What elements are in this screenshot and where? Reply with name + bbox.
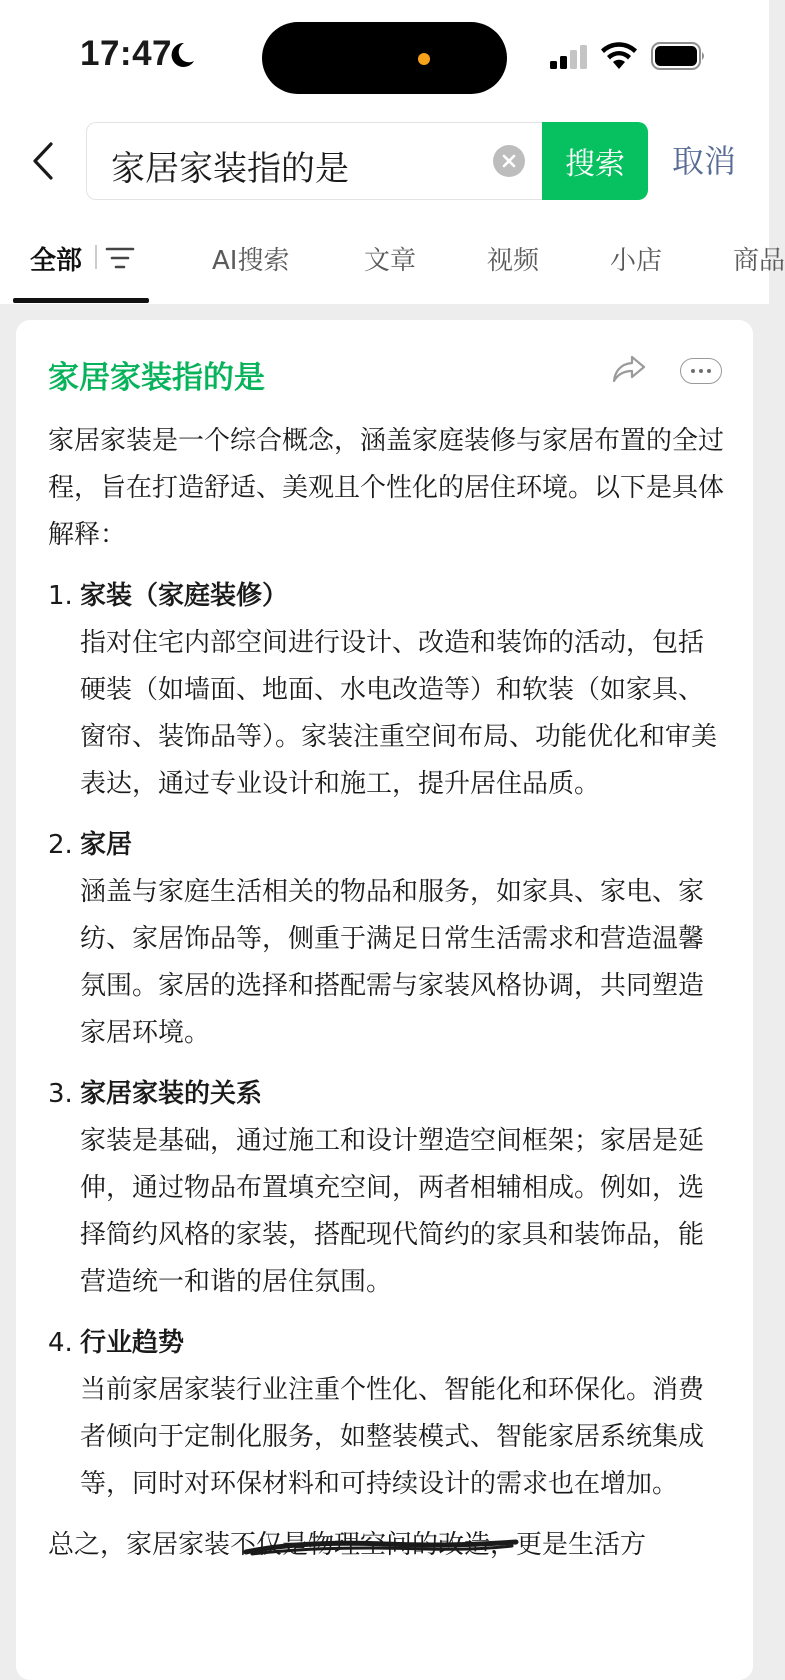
search-query-text[interactable]: 家居家装指的是 xyxy=(111,149,349,189)
answer-conclusion xyxy=(48,1522,726,1569)
answer-intro: 家居家装是一个综合概念，涵盖家庭装修与家居布置的全过程，旨在打造舒适、美观且个性化的居住环境。以下是具体解释： xyxy=(48,426,725,550)
battery-icon xyxy=(651,42,707,70)
section-title: 行业趋势 xyxy=(80,1328,185,1358)
answer-section xyxy=(48,573,726,808)
more-options-button[interactable] xyxy=(680,358,722,384)
answer-section xyxy=(48,1320,726,1508)
status-time: 17:47 xyxy=(80,34,173,73)
signal-icon xyxy=(550,45,590,69)
section-number: 4. xyxy=(48,1328,73,1358)
tab-videos[interactable]: 视频 xyxy=(487,246,540,276)
section-body: 家装是基础，通过施工和设计塑造空间框架；家居是延伸，通过物品布置填充空间，两者相辅相成。例如，选择简约风格的家装，搭配现代简约的家具和装饰品，能营造统一和谐的居住氛围。 xyxy=(80,1126,705,1297)
moon-icon xyxy=(170,41,196,69)
section-title: 家装（家庭装修） xyxy=(80,581,289,611)
back-button[interactable] xyxy=(26,138,60,184)
tab-ai-search[interactable]: AI搜索 xyxy=(212,246,290,276)
tab-divider xyxy=(95,245,97,269)
active-tab-indicator xyxy=(13,298,149,303)
section-title: 家居家装的关系 xyxy=(80,1079,263,1109)
search-bar-row xyxy=(0,110,769,212)
share-icon[interactable] xyxy=(612,354,646,384)
tab-shops[interactable]: 小店 xyxy=(610,246,663,276)
section-body: 当前家居家装行业注重个性化、智能化和环保化。消费者倾向于定制化服务，如整装模式、智能家居系统集成等，同时对环保材料和可持续设计的需求也在增加。 xyxy=(80,1375,705,1499)
dynamic-island xyxy=(262,22,507,94)
tab-all[interactable]: 全部 xyxy=(30,246,83,276)
privacy-indicator-dot xyxy=(418,53,430,65)
status-bar xyxy=(0,0,769,110)
section-number: 2. xyxy=(48,830,73,860)
category-tabs xyxy=(0,212,785,304)
section-title: 家居 xyxy=(80,830,133,860)
card-title[interactable]: 家居家装指的是 xyxy=(48,360,265,396)
clear-icon[interactable] xyxy=(493,145,525,177)
cancel-button[interactable]: 取消 xyxy=(672,142,737,180)
filter-icon[interactable] xyxy=(106,246,134,270)
ai-answer-card xyxy=(16,320,753,1680)
answer-section xyxy=(48,822,726,1057)
answer-section xyxy=(48,1071,726,1306)
handwritten-strike-mark xyxy=(244,1532,520,1558)
back-chevron-icon xyxy=(32,142,54,180)
wifi-icon xyxy=(601,42,637,70)
more-icon xyxy=(691,369,695,373)
section-body: 指对住宅内部空间进行设计、改造和装饰的活动，包括硬装（如墙面、地面、水电改造等）和软装（如家具、窗帘、装饰品等）。家装注重空间布局、功能优化和审美表达，通过专业设计和施工，提升居住品质。 xyxy=(80,628,718,799)
tab-articles[interactable]: 文章 xyxy=(364,246,417,276)
search-input[interactable] xyxy=(86,122,542,200)
conclusion-text: 总之，家居家装不仅是物理空间的改造，更是生活方 xyxy=(48,1530,647,1560)
section-body: 涵盖与家庭生活相关的物品和服务，如家具、家电、家纺、家居饰品等，侧重于满足日常生活需求和营造温馨氛围。家居的选择和搭配需与家装风格协调，共同塑造家居环境。 xyxy=(80,877,705,1048)
section-number: 1. xyxy=(48,581,73,611)
search-button[interactable]: 搜索 xyxy=(542,122,648,200)
section-number: 3. xyxy=(48,1079,73,1109)
tab-products[interactable]: 商品 xyxy=(733,246,785,276)
answer-content xyxy=(48,418,726,1569)
